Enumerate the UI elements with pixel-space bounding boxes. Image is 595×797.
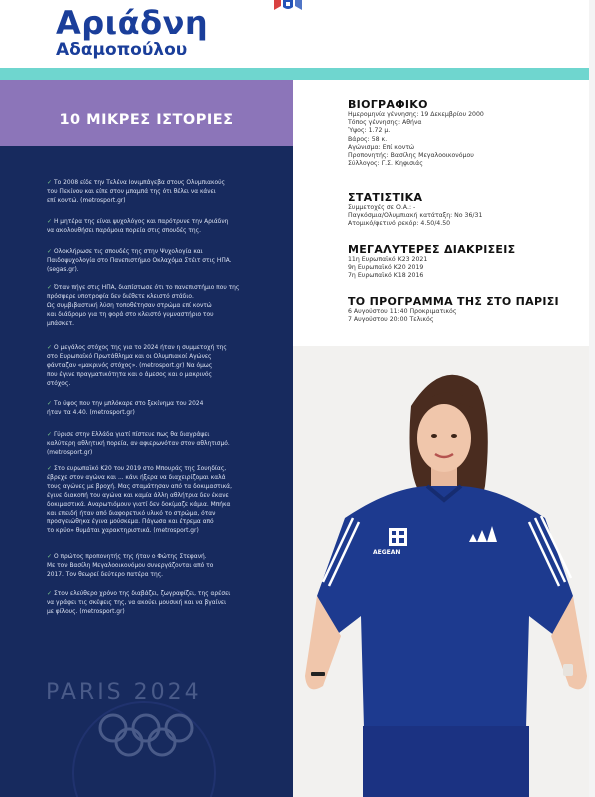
story-line [47, 571, 261, 580]
story-item [47, 553, 261, 580]
story-line [47, 492, 261, 501]
story-line [47, 197, 261, 206]
story-text: Το ύψος που την μπλόκαρε στο ξεκίνημα του 2024 [54, 401, 204, 407]
checkmark-icon: ✓ [47, 401, 54, 407]
story-line [47, 608, 261, 617]
story-line [47, 320, 261, 329]
olympic-rings-icon [96, 712, 196, 758]
story-line [47, 179, 261, 188]
story-line [47, 562, 261, 571]
story-text: πρόσφερε υποτροφία δεν διέθετε κλειστό στάδιο. [47, 293, 194, 300]
story-text: του Πεκίνου και είπε στον μπαμπά της ότι θέλει να κάνει [47, 188, 216, 195]
hellenic-olympic-logo-icon [271, 0, 305, 12]
story-text: (metrosport.gr) [47, 449, 93, 456]
story-text: στόχος. [47, 380, 71, 387]
checkmark-icon: ✓ [47, 591, 54, 597]
story-line [47, 510, 261, 519]
story-line [47, 483, 261, 492]
awards-lines [348, 256, 515, 281]
story-line [47, 362, 261, 371]
story-line [47, 590, 261, 599]
story-line [47, 302, 261, 311]
stats-section [348, 191, 482, 229]
story-text: που έγινε πραγματικότητα και ο άμεσος και ο μακρινός [47, 371, 212, 378]
bio-line: Προπονητής: Βασίλης Μεγαλοοικονόμου [348, 152, 474, 160]
athlete-photo [293, 346, 595, 797]
story-line [47, 599, 261, 608]
story-item [47, 590, 261, 617]
story-text: προσγειώθηκα έγινα μούσκεμα. Πάγωσα και έτρεμα από [47, 519, 214, 526]
program-heading: ΤΟ ΠΡΟΓΡΑΜΜΑ ΤΗΣ ΣΤΟ ΠΑΡΙΣΙ [348, 295, 559, 308]
story-text: με φίλους. (metrosport.gr) [47, 608, 125, 615]
stats-lines [348, 204, 482, 229]
program-lines [348, 308, 559, 324]
story-item [47, 431, 261, 458]
story-line [47, 218, 261, 227]
story-line [47, 400, 261, 409]
story-text: Η μητέρα της είναι ψυχολόγος και παρότρυνε την Αριάδνη [54, 219, 229, 225]
story-item [47, 218, 261, 236]
stories-title: 10 ΜΙΚΡΕΣ ΙΣΤΟΡΙΕΣ [59, 112, 234, 128]
bio-lines [348, 111, 484, 168]
checkmark-icon: ✓ [47, 180, 54, 186]
bio-section [348, 98, 484, 168]
story-text: Παιδοψυχολογία στο Πανεπιστήμιο Οκλαχόμα Στέιτ στις ΗΠΑ. [47, 257, 232, 264]
story-line [47, 353, 261, 362]
story-line [47, 284, 261, 293]
story-text: Το 2008 είδε την Τελένα Ιονιμπάγεβα στους Ολυμπιακούς [54, 180, 225, 186]
stats-line: Συμμετοχές σε Ο.Α.: - [348, 204, 416, 211]
story-text: και διάδρομο για τη φορά στο κλειστό γυμναστήριο του [47, 311, 214, 318]
program-line: 6 Αυγούστου 11:40 Προκριματικός [348, 308, 457, 315]
story-text: ήταν τα 4.40. (metrosport.gr) [47, 409, 135, 416]
story-line [47, 257, 261, 266]
story-text: 2017. Τον θεωρεί δεύτερο πατέρα της. [47, 571, 164, 578]
story-line [47, 380, 261, 389]
story-item [47, 400, 261, 418]
awards-heading: ΜΕΓΑΛΥΤΕΡΕΣ ΔΙΑΚΡΙΣΕΙΣ [348, 243, 516, 256]
story-text: Με τον Βασίλη Μεγαλοοικονόμου συνεργάζονται από το [47, 562, 214, 569]
story-line [47, 227, 261, 236]
checkmark-icon: ✓ [47, 466, 54, 472]
story-line [47, 474, 261, 483]
story-text: (segas.gr). [47, 266, 79, 273]
story-item [47, 248, 261, 275]
story-text: Ο μεγάλος στόχος της για το 2024 ήταν η συμμετοχή της [54, 345, 227, 351]
story-text: Όταν πήγε στις ΗΠΑ, διαπίστωσε ότι το πανεπιστήμιο που της [54, 285, 240, 291]
story-line [47, 188, 261, 197]
checkmark-icon: ✓ [47, 285, 54, 291]
story-line [47, 266, 261, 275]
athlete-first-name: Αριάδνη [56, 4, 209, 42]
checkmark-icon: ✓ [47, 554, 54, 560]
story-text: Ολοκλήρωσε τις σπουδές της στην Ψυχολογία και [54, 249, 203, 255]
story-line [47, 344, 261, 353]
bio-line: Βάρος: 58 κ. [348, 135, 388, 143]
story-text: να ακολουθήσει παρόμοια πορεία στις σπουδές της. [47, 227, 201, 234]
story-text: τους αγώνες με βροχή. Μας σταμάτησαν από τα δοκιμαστικά, [47, 483, 232, 490]
awards-section [348, 243, 515, 281]
paris-2024-watermark: PARIS 2024 [46, 680, 202, 705]
story-text: έβρεχε στον αγώνα και ... κάνι ήξερα να διαχειρίζομαι καλά [47, 474, 226, 481]
awards-line: 9η Ευρωπαϊκό Κ20 2019 [348, 264, 424, 272]
checkmark-icon: ✓ [47, 432, 54, 438]
checkmark-icon: ✓ [47, 249, 54, 255]
story-text: το κρύο» θυμάται χαρακτηριστικά. (metrosport.gr) [47, 528, 199, 535]
scrollbar[interactable] [589, 0, 595, 797]
athlete-illustration [293, 346, 595, 797]
story-text: Ο πρώτος προπονητής της ήταν ο Φώτης Στεφανή. [54, 554, 207, 560]
story-line [47, 409, 261, 418]
story-line [47, 431, 261, 440]
story-line [47, 449, 261, 458]
bio-line: Ημερομηνία γέννησης: 19 Δεκεμβρίου 2000 [348, 111, 484, 118]
story-item [47, 179, 261, 206]
story-item [47, 284, 261, 329]
bio-line: Ύψος: 1.72 μ. [348, 127, 391, 135]
story-text: στο Ευρωπαϊκό Πρωτάθλημα και οι Ολυμπιακοί Αγώνες [47, 353, 212, 360]
story-text: Γύρισε στην Ελλάδα γιατί πίστευε πως θα διαγράψει [54, 432, 210, 438]
story-text: φάνταζαν «μακρινός στόχος». (metrosport.gr) Να όμως [47, 362, 213, 369]
story-text: Ως συμβιβαστική λύση τοποθέτησαν στρώμα επί κοντώ [47, 302, 212, 309]
teal-stripe [0, 68, 595, 80]
stats-line: Ατομικό/φετινό ρεκόρ: 4.50/4.50 [348, 220, 451, 228]
story-line [47, 527, 261, 536]
story-line [47, 465, 261, 474]
bio-line: Σύλλογος: Γ.Σ. Κηφισιάς [348, 160, 423, 168]
story-line [47, 440, 261, 449]
stats-line: Παγκόσμια/Ολυμπιακή κατάταξη: Νο 36/31 [348, 212, 483, 220]
page-header [0, 0, 595, 68]
awards-line: 7η Ευρωπαϊκό Κ18 2016 [348, 272, 424, 280]
story-line [47, 293, 261, 302]
story-text: Στον ελεύθερο χρόνο της διαβάζει, ζωγραφίζει, της αρέσει [54, 591, 231, 597]
story-line [47, 501, 261, 510]
story-text: μπάσκετ. [47, 320, 74, 327]
story-item [47, 465, 261, 536]
bio-line: Αγώνισμα: Επί κοντώ [348, 143, 415, 151]
athlete-last-name: Αδαμοπούλου [56, 40, 188, 60]
bio-heading: ΒΙΟΓΡΑΦΙΚΟ [348, 98, 428, 111]
story-text: δοκιμαστικά. Αναρωτιόμουν γιατί δεν δοκίμαζε κάμια. Μπήκα [47, 501, 231, 508]
stats-heading: ΣΤΑΤΙΣΤΙΚΑ [348, 191, 423, 204]
shirt-sponsor-text: AEGEAN [373, 549, 401, 556]
story-text: καλύτερη αθλητική πορεία, αν αφιερωνόταν στον αθλητισμό. [47, 440, 230, 447]
checkmark-icon: ✓ [47, 345, 54, 351]
story-text: Στο ευρωπαϊκό Κ20 του 2019 στο Μπουράς της Σουηδίας, [54, 466, 227, 472]
story-item [47, 344, 261, 389]
bio-line: Τόπος γέννησης: Αθήνα [348, 119, 422, 127]
awards-line: 11η Ευρωπαϊκό Κ23 2021 [348, 256, 428, 263]
checkmark-icon: ✓ [47, 219, 54, 225]
story-text: επί κοντώ. (metrosport.gr) [47, 197, 126, 204]
story-line [47, 248, 261, 257]
story-text: να γράφει τις σκέψεις της, να ακούει μουσική και να βγαίνει [47, 599, 227, 606]
story-text: έγινε διακοπή του αγώνα και καμία άλλη αθλήτρια δεν έκανε [47, 492, 229, 499]
story-line [47, 311, 261, 320]
story-line [47, 371, 261, 380]
story-line [47, 518, 261, 527]
program-section [348, 295, 559, 324]
story-line [47, 553, 261, 562]
story-text: και επειδή ήταν από διαφορετικό υλικό το στρώμα, όταν [47, 510, 216, 517]
program-line: 7 Αυγούστου 20:00 Τελικός [348, 316, 434, 324]
